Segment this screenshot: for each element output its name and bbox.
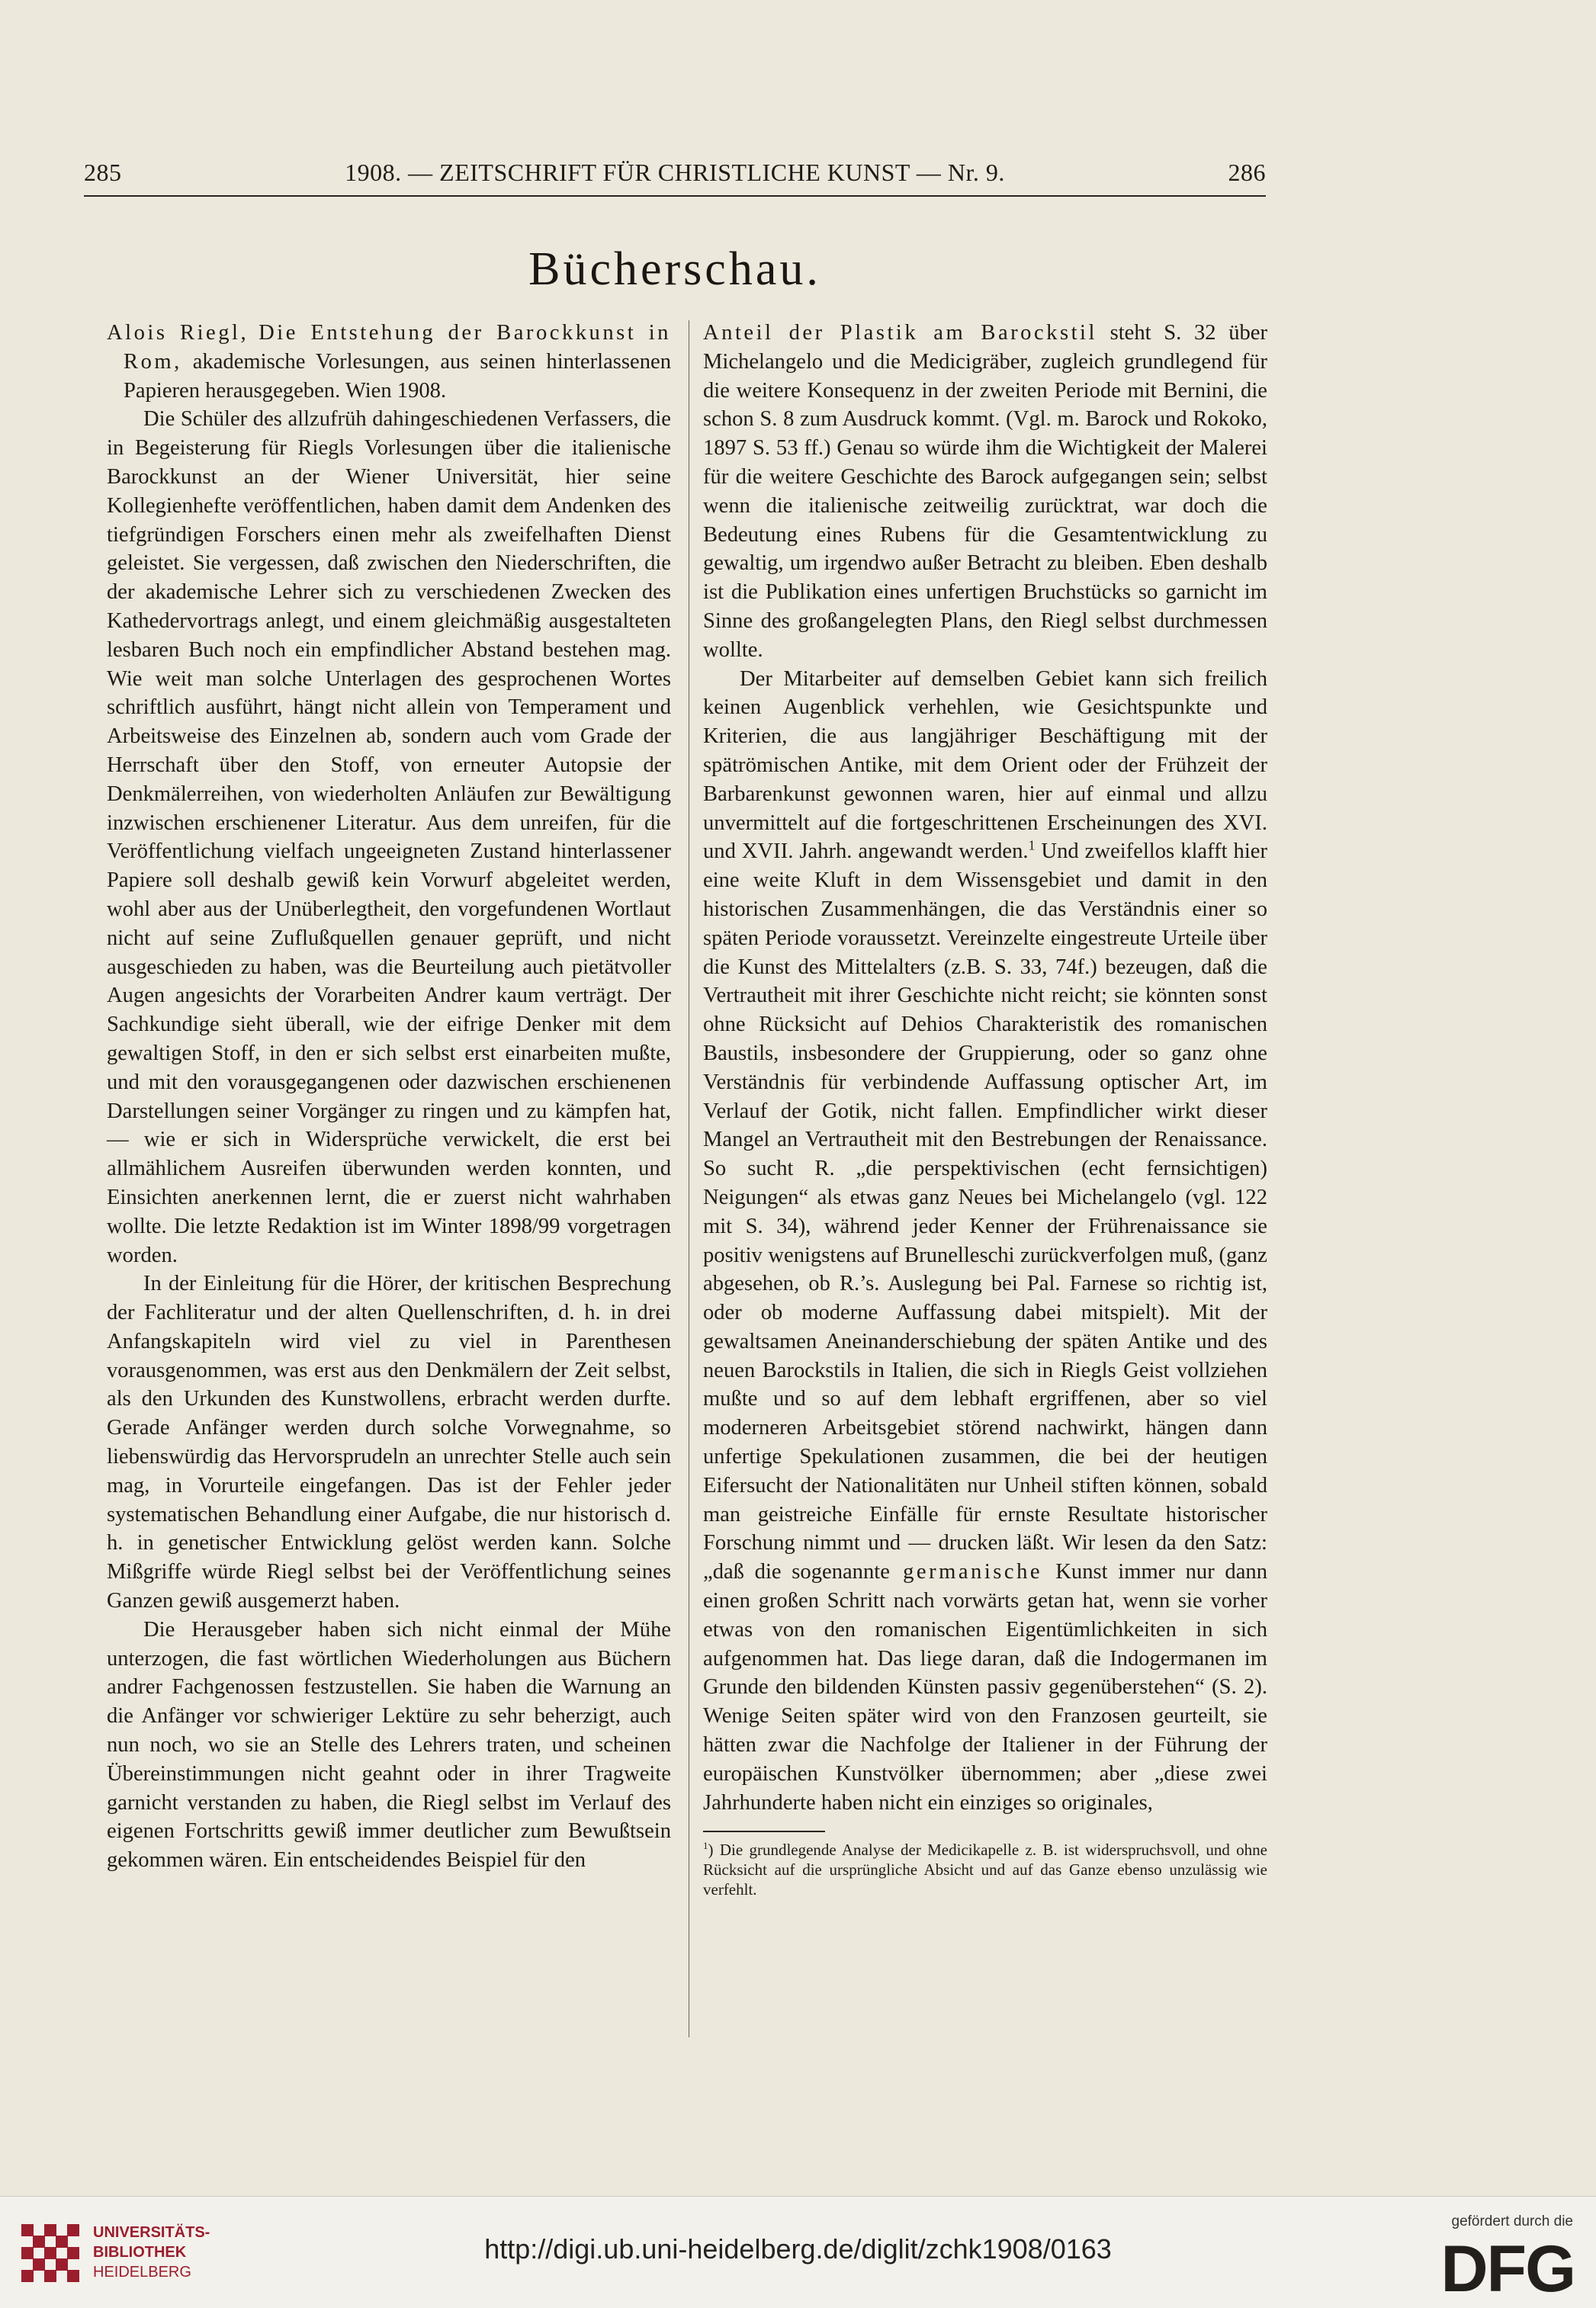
dfg-logo[interactable]: DFG — [1440, 2233, 1575, 2306]
running-header — [84, 159, 1266, 192]
journal-header: 1908. — ZEITSCHRIFT FÜR CHRISTLICHE KUNST — Nr. 9. — [345, 159, 1005, 186]
page-number-right: 286 — [1228, 159, 1266, 186]
citation-title: Die Entstehung der Barockkunst in Rom, — [124, 321, 671, 374]
funding-caption: gefördert durch die — [1451, 2213, 1573, 2229]
citation-author: Alois Riegl, — [107, 321, 249, 345]
citation — [107, 319, 671, 405]
library-name[interactable]: UNIVERSITÄTS- BIBLIOTHEK HEIDELBERG — [93, 2224, 210, 2281]
right-column — [703, 319, 1267, 2042]
paragraph: In der Einleitung für die Hörer, der kritischen Besprechung der Fachliteratur und der alten Quellenschriften, d. h. in drei Anfangskapiteln wird viel zu viel in Parenthesen vorausgenommen, was erst aus den Denkmälern der Zeit selbst, als den Urkunden des Kunstwollens, erbracht werden durfte. Gerade Anfänger werden durch solche Vorwegnahme, so liebenswürdig das Hervorsprudeln an unrechter Stelle auch sein mag, in Vorurteile eingefangen. Das ist der Fehler jeder systematischen Behandlung einer Aufgabe, die nur historisch d. h. in genetischer Entwicklung gelöst werden kann. Solche Mißgriffe würde Riegl selbst bei der Veröffentlichung seines Ganzen gewiß ausgemerzt haben. — [107, 1272, 671, 1613]
section-title: Bücherschau. — [528, 243, 821, 295]
page-number-left: 285 — [84, 159, 122, 186]
footnote: $^1$) Die grundlegende Analyse der Medicikapelle z. B. ist widerspruchsvoll, und ohne Rücksicht auf die ursprüngliche Absicht und auf das Ganze ebenso unzulässig wie verfehlt. — [703, 1839, 1267, 1899]
paragraph: Der Mitarbeiter auf demselben Gebiet kann sich freilich keinen Augenblick verhehlen, wie Gesichtspunkte und Kriterien, die aus langjähriger Beschäftigung mit der spätrömischen Antike, mit dem Orient oder der Frühzeit der Barbarenkunst gewonnen waren, hier auf einmal und allzu unvermittelt auf die fortgeschrittenen Erscheinungen des XVI. und XVII. Jahrh. angewandt werden.$^1$ Und zweifellos klafft hier eine weite Kluft in dem Wissensgebiet und damit in den historischen Zusammenhängen, die das Verständnis einer so späten Periode voraussetzt. Vereinzelte eingestreute Urteile über die Kunst des Mittelalters (z.B. S. 33, 74f.) bezeugen, daß die Vertrautheit mit ihrer Geschichte nicht reicht; sie könnten sonst ohne Rücksicht auf Dehios Charakteristik des romanischen Baustils, insbesondere der Gruppierung, oder so ganz ohne Verständnis für verbindende Auffassung optischer Art, im Verlauf der Gotik, nicht fallen. Empfindlicher wirkt dieser Mangel an Vertrautheit mit den Bestrebungen der Renaissance. So sucht R. „die perspektivischen (echt fernsichtigen) Neigungen“ als etwas ganz Neues bei Michelangelo (vgl. 122 mit S. 34), während jeder Kenner der Frührenaissance sie positiv wenigstens auf Brunelleschi zurückverfolgen muß, (ganz abgesehen, ob R.’s. Auslegung bei Pal. Farnese so richtig ist, oder ob moderne Auffassung dabei mitspielt). Mit der gewaltsamen Aneinanderschiebung der späten Antike und des neuen Barockstils in Italien, die sich in Riegls Geist vollziehen mußte und so auf dem lebhaft ergriffenen, aber so viel moderneren Arbeitsgebiet störend nachwirkt, hängen dann unfertige Spekulationen zusammen, die bei der heutigen Eifersucht der Nationalitäten nur Unheil stiften können, sobald man geistreiche Einfälle für ernste Resultate historischer Forschung nimmt und — drucken läßt. Wir lesen da den Satz: „daß die sogenannte germanische Kunst immer nur dann einen großen Schritt nach vorwärts getan hat, wenn sie vorher etwas von den romanischen Eigentümlichkeiten in sich aufgenommen hat. Das liege daran, daß die Indogermanen im Grunde den bildenden Künsten passiv gegenüberstehen“ (S. 2). Wenige Seiten später wird von den Franzosen geurteilt, sie hätten zwar die Nachfolge der Italiener in der Führung der europäischen Kunstvölker übernommen; aber „diese zwei Jahrhunderte haben nicht ein einziges so originales, — [703, 666, 1267, 1815]
footnote-mark: 1 — [703, 1839, 708, 1851]
paragraph: Die Herausgeber haben sich nicht einmal der Mühe unterzogen, die fast wörtlichen Wiederholungen aus Büchern andrer Fachgenossen festzustellen. Sie haben die Warnung an die Anfänger vor schwieriger Lektüre zu sehr beherzigt, auch nun noch, wo sie an Stelle des Lehrers traten, und scheinen Übereinstimmungen nicht geahnt oder in ihrer Tragweite garnicht verstanden zu haben, die Riegl selbst im Verlauf des eigenen Fortschritts gewiß immer deutlicher zum Bewußtsein gekommen wären. Ein entscheidendes Beispiel für den — [107, 1617, 671, 1873]
spaced-word: germanische — [889, 1560, 1056, 1584]
viewer-footer — [0, 2196, 1596, 2308]
paragraph: Anteil der Plastik am Barockstil steht S. 32 über Michelangelo und die Medicigräber, zugleich grundlegend für die weitere Konsequenz in der zweiten Periode mit Bernini, die schon S. 8 zum Ausdruck kommt. (Vgl. m. Barock und Rokoko, 1897 S. 53 ff.) Genau so würde ihm die Wichtigkeit der Malerei für die weitere Geschichte des Barock aufgegangen sein; selbst wenn die italienische zeitweilig zurücktrat, war doch die Bedeutung eines Rubens für die Gesamtentwicklung zu gewaltig, um irgendwo außer Betracht zu bleiben. Eben deshalb ist die Publikation eines unfertigen Bruchstücks so garnicht im Sinne des großangelegten Plans, den Riegl selbst durchmessen wollte. — [703, 321, 1267, 662]
paragraph: Die Schüler des allzufrüh dahingeschiedenen Verfassers, die in Begeisterung für Riegls Vorlesungen über die italienische Barockkunst an der Wiener Universität, hier seine Kollegienhefte veröffentlichen, haben damit dem Andenken des tiefgründigen Forschers einen mehr als zweifelhaften Dienst geleistet. Sie vergessen, daß zwischen den Niederschriften, die der akademische Lehrer sich zu verschiedenen Zwecken des Kathedervortrags anlegt, und einem gleichmäßig ausgestalteten lesbaren Buch noch ein empfindlicher Abstand bestehen mag. Wie weit man solche Unterlagen des gesprochenen Wortes schriftlich ausführt, hängt nicht allein von Temperament und Arbeitsweise des Einzelnen ab, sondern auch vom Grade der Herrschaft über den Stoff, von erneuter Autopsie der Denkmälerreihen, von wiederholten Anläufen zur Bewältigung inzwischen erschienener Literatur. Aus dem unreifen, für die Veröffentlichung vielfach ungeeigneten Zustand hinterlassener Papiere soll deshalb gewiß kein Vorwurf abgeleitet werden, wohl aber aus der Unüberlegtheit, den vorgefundenen Wortlaut nicht auf seine Zuflußquellen genauer geprüft, und nicht ausgeschieden zu haben, was die Beurteilung auch pietätvoller Augen angesichts der Vorarbeiten Andrer kaum verträgt. Der Sachkundige sieht überall, wie der eifrige Denker mit dem gewaltigen Stoff, in den er sich selbst erst einarbeiten mußte, und mit den vorausgegangenen oder dazwischen erschienenen Darstellungen seiner Vorgänger zu ringen und zu kämpfen hat, — wie er sich in Widersprüche verwickelt, die erst bei allmählichem Ausreifen überwunden werden konnten, und Einsichten anerkennen lernt, die er zuerst nicht wahrhaben wollte. Die letzte Redaktion ist im Winter 1898/99 vorgetragen worden. — [107, 407, 671, 1267]
citation-rest: akademische Vorlesungen, aus seinen hinterlassenen Papieren herausgegeben. Wien 1908. — [124, 349, 671, 403]
footnote-rule — [703, 1831, 825, 1832]
footnote-reference: 1 — [1028, 837, 1036, 853]
header-rule — [84, 195, 1266, 197]
permalink-url[interactable]: http://digi.ub.uni-heidelberg.de/diglit/zchk1908/0163 — [484, 2233, 1112, 2265]
spaced-phrase: Anteil der Plastik am Barockstil — [703, 321, 1097, 345]
left-column — [107, 319, 671, 2042]
